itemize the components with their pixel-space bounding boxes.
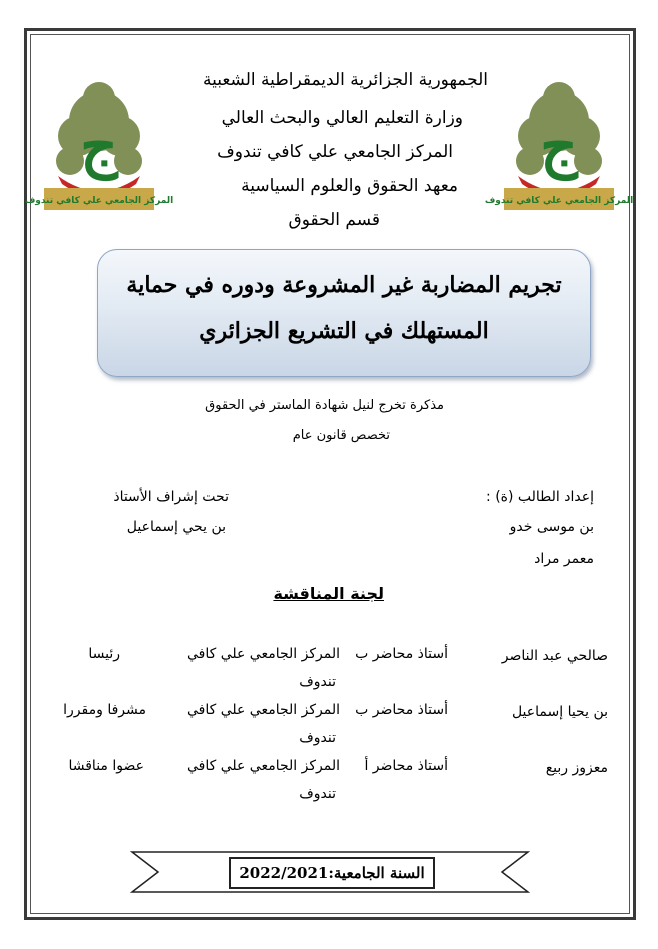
- thesis-specialty: تخصص قانون عام: [292, 428, 390, 443]
- header-ministry: وزارة التعليم العالي والبحث العالي: [221, 108, 463, 128]
- member-2-name: بن يحيا إسماعيل: [511, 704, 608, 720]
- svg-text:ج: ج: [540, 112, 578, 180]
- member-1-institution: المركز الجامعي علي كافي: [186, 646, 340, 662]
- svg-text:ج: ج: [80, 112, 118, 180]
- supervisor-name: بن يحي إسماعيل: [126, 519, 226, 535]
- header-university: المركز الجامعي علي كافي تندوف: [217, 142, 453, 162]
- member-2-rank: أستاذ محاضر ب: [355, 702, 448, 718]
- member-3-role: عضوا مناقشا: [68, 758, 144, 774]
- header-institute: معهد الحقوق والعلوم السياسية: [241, 176, 458, 196]
- university-logo-right: [484, 76, 634, 216]
- committee-title: لجنة المناقشة: [273, 584, 384, 603]
- student-name-1: بن موسى خدو: [509, 519, 594, 535]
- member-1-rank: أستاذ محاضر ب: [355, 646, 448, 662]
- thesis-degree: مذكرة تخرج لنيل شهادة الماستر في الحقوق: [205, 398, 444, 413]
- member-2-role: مشرفا ومقررا: [63, 702, 146, 718]
- thesis-title-line1: تجريم المضاربة غير المشروعة ودوره في حماية: [126, 272, 562, 298]
- member-3-institution: المركز الجامعي علي كافي: [186, 758, 340, 774]
- member-3-name: معزوز ربيع: [545, 760, 608, 776]
- academic-year: السنة الجامعية:2022/2021: [229, 857, 435, 889]
- member-3-city: تندوف: [299, 786, 336, 802]
- header-department: قسم الحقوق: [288, 210, 380, 230]
- member-2-institution: المركز الجامعي علي كافي: [186, 702, 340, 718]
- member-3-rank: أستاذ محاضر أ: [364, 758, 448, 774]
- student-name-2: معمر مراد: [534, 551, 594, 567]
- member-1-name: صالحي عبد الناصر: [501, 648, 608, 664]
- thesis-title-line2: المستهلك في التشريع الجزائري: [199, 318, 489, 344]
- member-1-role: رئيسا: [88, 646, 120, 662]
- logo-left-ribbon: المركز الجامعي علي كافي تندوف: [24, 196, 174, 206]
- supervisor-label: تحت إشراف الأستاذ: [113, 489, 229, 505]
- member-2-city: تندوف: [299, 730, 336, 746]
- member-1-city: تندوف: [299, 674, 336, 690]
- students-label: إعداد الطالب (ة) :: [486, 489, 594, 505]
- logo-right-ribbon: المركز الجامعي علي كافي تندوف: [484, 196, 634, 206]
- thesis-title-box: [97, 249, 591, 377]
- header-republic: الجمهورية الجزائرية الديمقراطية الشعبية: [202, 70, 488, 90]
